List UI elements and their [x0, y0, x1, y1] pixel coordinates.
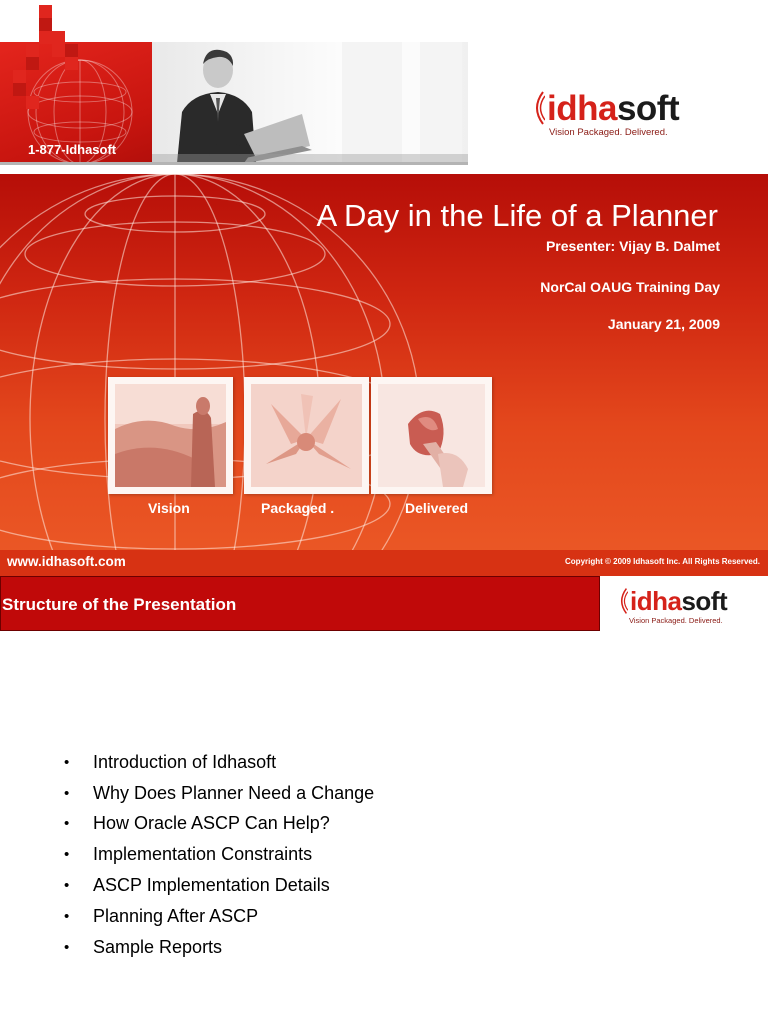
list-item-text: Introduction of Idhasoft	[93, 751, 277, 772]
logo-wordmark	[630, 588, 727, 614]
title-panel	[0, 174, 768, 576]
vision-label: Vision	[148, 500, 190, 516]
logo-word-soft: soft	[681, 586, 728, 616]
list-item	[64, 809, 374, 840]
list-item	[64, 747, 374, 778]
list-item-text: Implementation Constraints	[93, 844, 313, 865]
list-item	[64, 901, 374, 932]
businessman-laptop-photo	[152, 42, 468, 163]
bullet-icon: •	[64, 753, 70, 771]
packaged-photo-card	[244, 377, 369, 494]
list-item	[64, 778, 374, 809]
header-banner	[0, 0, 468, 165]
vision-photo-card	[108, 377, 233, 494]
list-item-text: How Oracle ASCP Can Help?	[93, 813, 330, 834]
logo-word-idha: idha	[630, 586, 682, 616]
packaged-label: Packaged .	[261, 500, 335, 516]
presenter-line: Presenter: Vijay B. Dalmet	[545, 238, 720, 254]
businessman-icon	[152, 42, 468, 163]
presentation-title: A Day in the Life of a Planner	[316, 198, 718, 233]
idhasoft-logo	[531, 90, 679, 138]
phone-number: 1-877-Idhasoft	[28, 142, 117, 157]
gift-bow-photo	[251, 384, 362, 487]
globe-swoosh-icon	[617, 587, 628, 615]
idhasoft-logo-small	[617, 587, 727, 625]
beach-person-photo	[115, 384, 226, 487]
bullet-icon: •	[64, 907, 70, 925]
list-item-text: ASCP Implementation Details	[93, 875, 330, 896]
list-item-text: Why Does Planner Need a Change	[93, 782, 375, 803]
agenda-slide	[0, 576, 768, 1024]
logo-word-soft: soft	[616, 88, 680, 128]
list-item	[64, 839, 374, 870]
logo-wordmark	[547, 88, 680, 128]
logo-tagline: Vision Packaged. Delivered.	[549, 127, 668, 138]
banner-divider	[0, 162, 468, 165]
bullet-icon: •	[64, 846, 70, 864]
globe-wireframe-icon	[0, 174, 768, 576]
date-line: January 21, 2009	[607, 316, 720, 332]
bullet-icon: •	[64, 877, 70, 895]
website-link[interactable]: www.idhasoft.com	[7, 554, 126, 569]
agenda-list	[64, 747, 374, 963]
section-header	[0, 576, 600, 631]
list-item-text: Planning After ASCP	[93, 905, 259, 926]
event-line: NorCal OAUG Training Day	[540, 279, 720, 295]
delivered-label: Delivered	[405, 500, 469, 516]
hand-rose-photo	[378, 384, 485, 487]
bullet-icon: •	[64, 815, 70, 833]
list-item	[64, 932, 374, 963]
list-item	[64, 870, 374, 901]
globe-swoosh-icon	[531, 90, 545, 126]
bullet-icon: •	[64, 784, 70, 802]
delivered-photo-card	[371, 377, 492, 494]
logo-word-idha: idha	[547, 88, 617, 128]
copyright-text: Copyright © 2009 Idhasoft Inc. All Rights Reserved.	[565, 557, 760, 566]
list-item-text: Sample Reports	[93, 936, 223, 957]
logo-tagline: Vision Packaged. Delivered.	[629, 616, 723, 625]
section-title: Structure of the Presentation	[2, 595, 237, 614]
footer-bar	[0, 550, 768, 576]
bullet-icon: •	[64, 938, 70, 956]
